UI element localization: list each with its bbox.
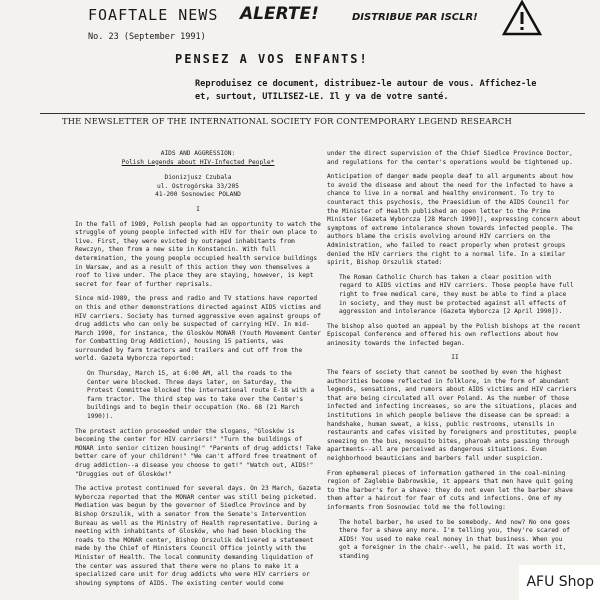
paragraph: The active protest continued for several days. On 23 March, Gazeta Wyborcza reported that the MONAR center was still being picketed. Mediation was begun by the governor of Siedlce Province and by Bishop Orszulik, with a senator from the Senate's Intervention Bureau as well as the Ministry of Health representative. During a meeting with inhabitants of Glosków, who had been blocking the roads to the MONAR center, Bishop Orszulik delivered a statement made by the Chief of Ministers Council Office jointly with the Minister of Health. The local community demanding liquidation of the center was assured that there were no plans to make it a specialized care unit for drug addicts who were HIV carriers or showing symptoms of AIDS. The existing center would come xyxy=(75,485,321,587)
header-rule xyxy=(40,113,585,114)
author-name: Dionizjusz Czubala xyxy=(164,174,232,182)
paragraph: In the fall of 1989, Polish people had an opportunity to watch the struggle of young people infected with HIV for their own place to live. First, they were evicted by outraged inhabitants from Rewczyn, then from a new site in Konstancin. With full determination, the young people occupied health service buildings in Warsaw, and as a result of this action they won themselves a roof to live under. The place they are staying, however, is kept secret for fear of further reprisals. xyxy=(75,220,321,288)
reproduce-line-2: et, surtout, UTILISEZ-LE. Il y va de votre santé. xyxy=(195,92,449,102)
paragraph: under the direct supervision of the Chief Siedlce Province Doctor, and regulations for the center's operations would be tightened up. xyxy=(327,150,573,166)
author-street: ul. Ostrogórska 33/205 xyxy=(157,182,239,190)
article-subtitle: Polish Legends about HIV-Infected People* xyxy=(121,158,275,166)
author-city: 41-200 Sosnowiec POLAND xyxy=(155,191,241,199)
distribute-stamp: DISTRIBUE PAR ISCLR! xyxy=(352,12,478,23)
watermark-badge xyxy=(519,565,600,600)
paragraph: Since mid-1989, the press and radio and TV stations have reported on this and other demonstrations directed against AIDS victims and HIV carriers. Society has turned aggressive even against groups of drug addicts who can only be suspected of carrying HIV. In mid-March 1990, for instance, the Glosków MONAR (Youth Movement Center for Combatting Drug Addiction), housing 15 patients, was surrounded by farm tractors and trailers and cut off from the world. Gazeta Wyborcza reported: xyxy=(75,295,321,363)
block-quote: On Thursday, March 15, at 6:00 AM, all the roads to the Center were blocked. Three days later, on Saturday, the Protest Committee blocked the international route E-18 with a farm tractor. The third step was to take over the Center's buildings and to begin their occupation (No. 68 (21 March 1990)). xyxy=(87,370,315,421)
left-column xyxy=(75,150,321,594)
masthead-title: FOAFTALE NEWS xyxy=(88,6,219,24)
paragraph: The protest action proceeded under the slogans, "Glosków is becoming the center for HIV carriers!" "Turn the buildings of MONAR into senior citizen housing!" "Parents of drug addicts! Take better care of your children!" "We can't afford free treatment of drug addiction--a disease you choose to get!" "Watch out, AIDS!" "Druggies out of Glosków!" xyxy=(75,427,321,478)
section-heading: II xyxy=(451,354,459,362)
reproduce-line-1: Reproduisez ce document, distribuez-le autour de vous. Affichez-le xyxy=(195,79,537,89)
paragraph: Anticipation of danger made people deaf to all arguments about how to avoid the disease and about the need for the infected to have a chance to live in a normal and healthy environment. To try to counteract this psychosis, the Praesidium of the AIDS Council for the Minister of Health published an open letter to the Prime Minister (Gazeta Wyborcza [28 March 1990]), expressing concern about symptoms of extreme intolerance shown towards infected people. The authors blame the crisis evolving around HIV carriers on the Administration, who failed to react properly when protest groups denied the HIV carriers the right to a normal life. In a similar spirit, Bishop Orszulik stated: xyxy=(327,173,581,267)
headline: PENSEZ A VOS ENFANTS! xyxy=(175,52,369,66)
block-quote: The Roman Catholic Church has taken a clear position with regard to AIDS victims and HIV carriers. Those people have full right to free medical care, they must be able to find a place in society, and they must be protected against all effects of aggression and intolerance (Gazeta Wyborcza [2 April 1990]). xyxy=(339,273,574,316)
issue-number: No. 23 (September 1991) xyxy=(88,32,206,42)
section-heading: I xyxy=(196,205,200,213)
alert-stamp: ALERTE! xyxy=(240,4,319,24)
warning-triangle-icon xyxy=(502,0,542,36)
right-column xyxy=(327,150,583,568)
block-quote: The hotel barber, he used to be somebody. And now? No one goes there for a shave any more. I'm telling you, they're scared of AIDS! You used to make real money in that business. When you got a foreigner in the chair--well, he paid. It was worth it, standing xyxy=(339,518,570,560)
watermark-text: AFU Shop xyxy=(526,574,594,590)
article-title: AIDS AND AGGRESSION: xyxy=(160,150,236,157)
paragraph: The fears of society that cannot be soothed by even the highest authorities become reflected in folklore, in the form of abundant legends, sensations, and rumors about AIDS victims and HIV carriers that are being circulated all over Poland. As the number of those infected and infecting increases, so are the situations, places and institutions in which people believe the disease can be spread: a handshake, human sweat, a kiss, public restrooms, utensils in restaurants and cafes visited by foreigners and prostitutes, people sneezing on the bus, mosquito bites, pharoah ants passing through apartments--all are perceived as dangerous situations. Even neighborhood beauticians and barbers fall under suspicion. xyxy=(327,369,577,462)
paragraph: The bishop also quoted an appeal by the Polish bishops at the recent Episcopal Conference and offered his own reflections about how animosity towards the infected began. xyxy=(327,322,581,347)
paragraph: From ephemeral pieces of information gathered in the coal-mining region of Zaglebie Dabrowskie, it appears that men have quit going to the barber's for a shave: they do not even let the barber shave them after a haircut for fear of cuts and infections. One of my informants from Sosnowiec told me the following: xyxy=(327,469,573,511)
newsletter-subtitle: THE NEWSLETTER OF THE INTERNATIONAL SOCIETY FOR CONTEMPORARY LEGEND RESEARCH xyxy=(62,116,512,126)
reproduce-notice xyxy=(195,78,545,104)
